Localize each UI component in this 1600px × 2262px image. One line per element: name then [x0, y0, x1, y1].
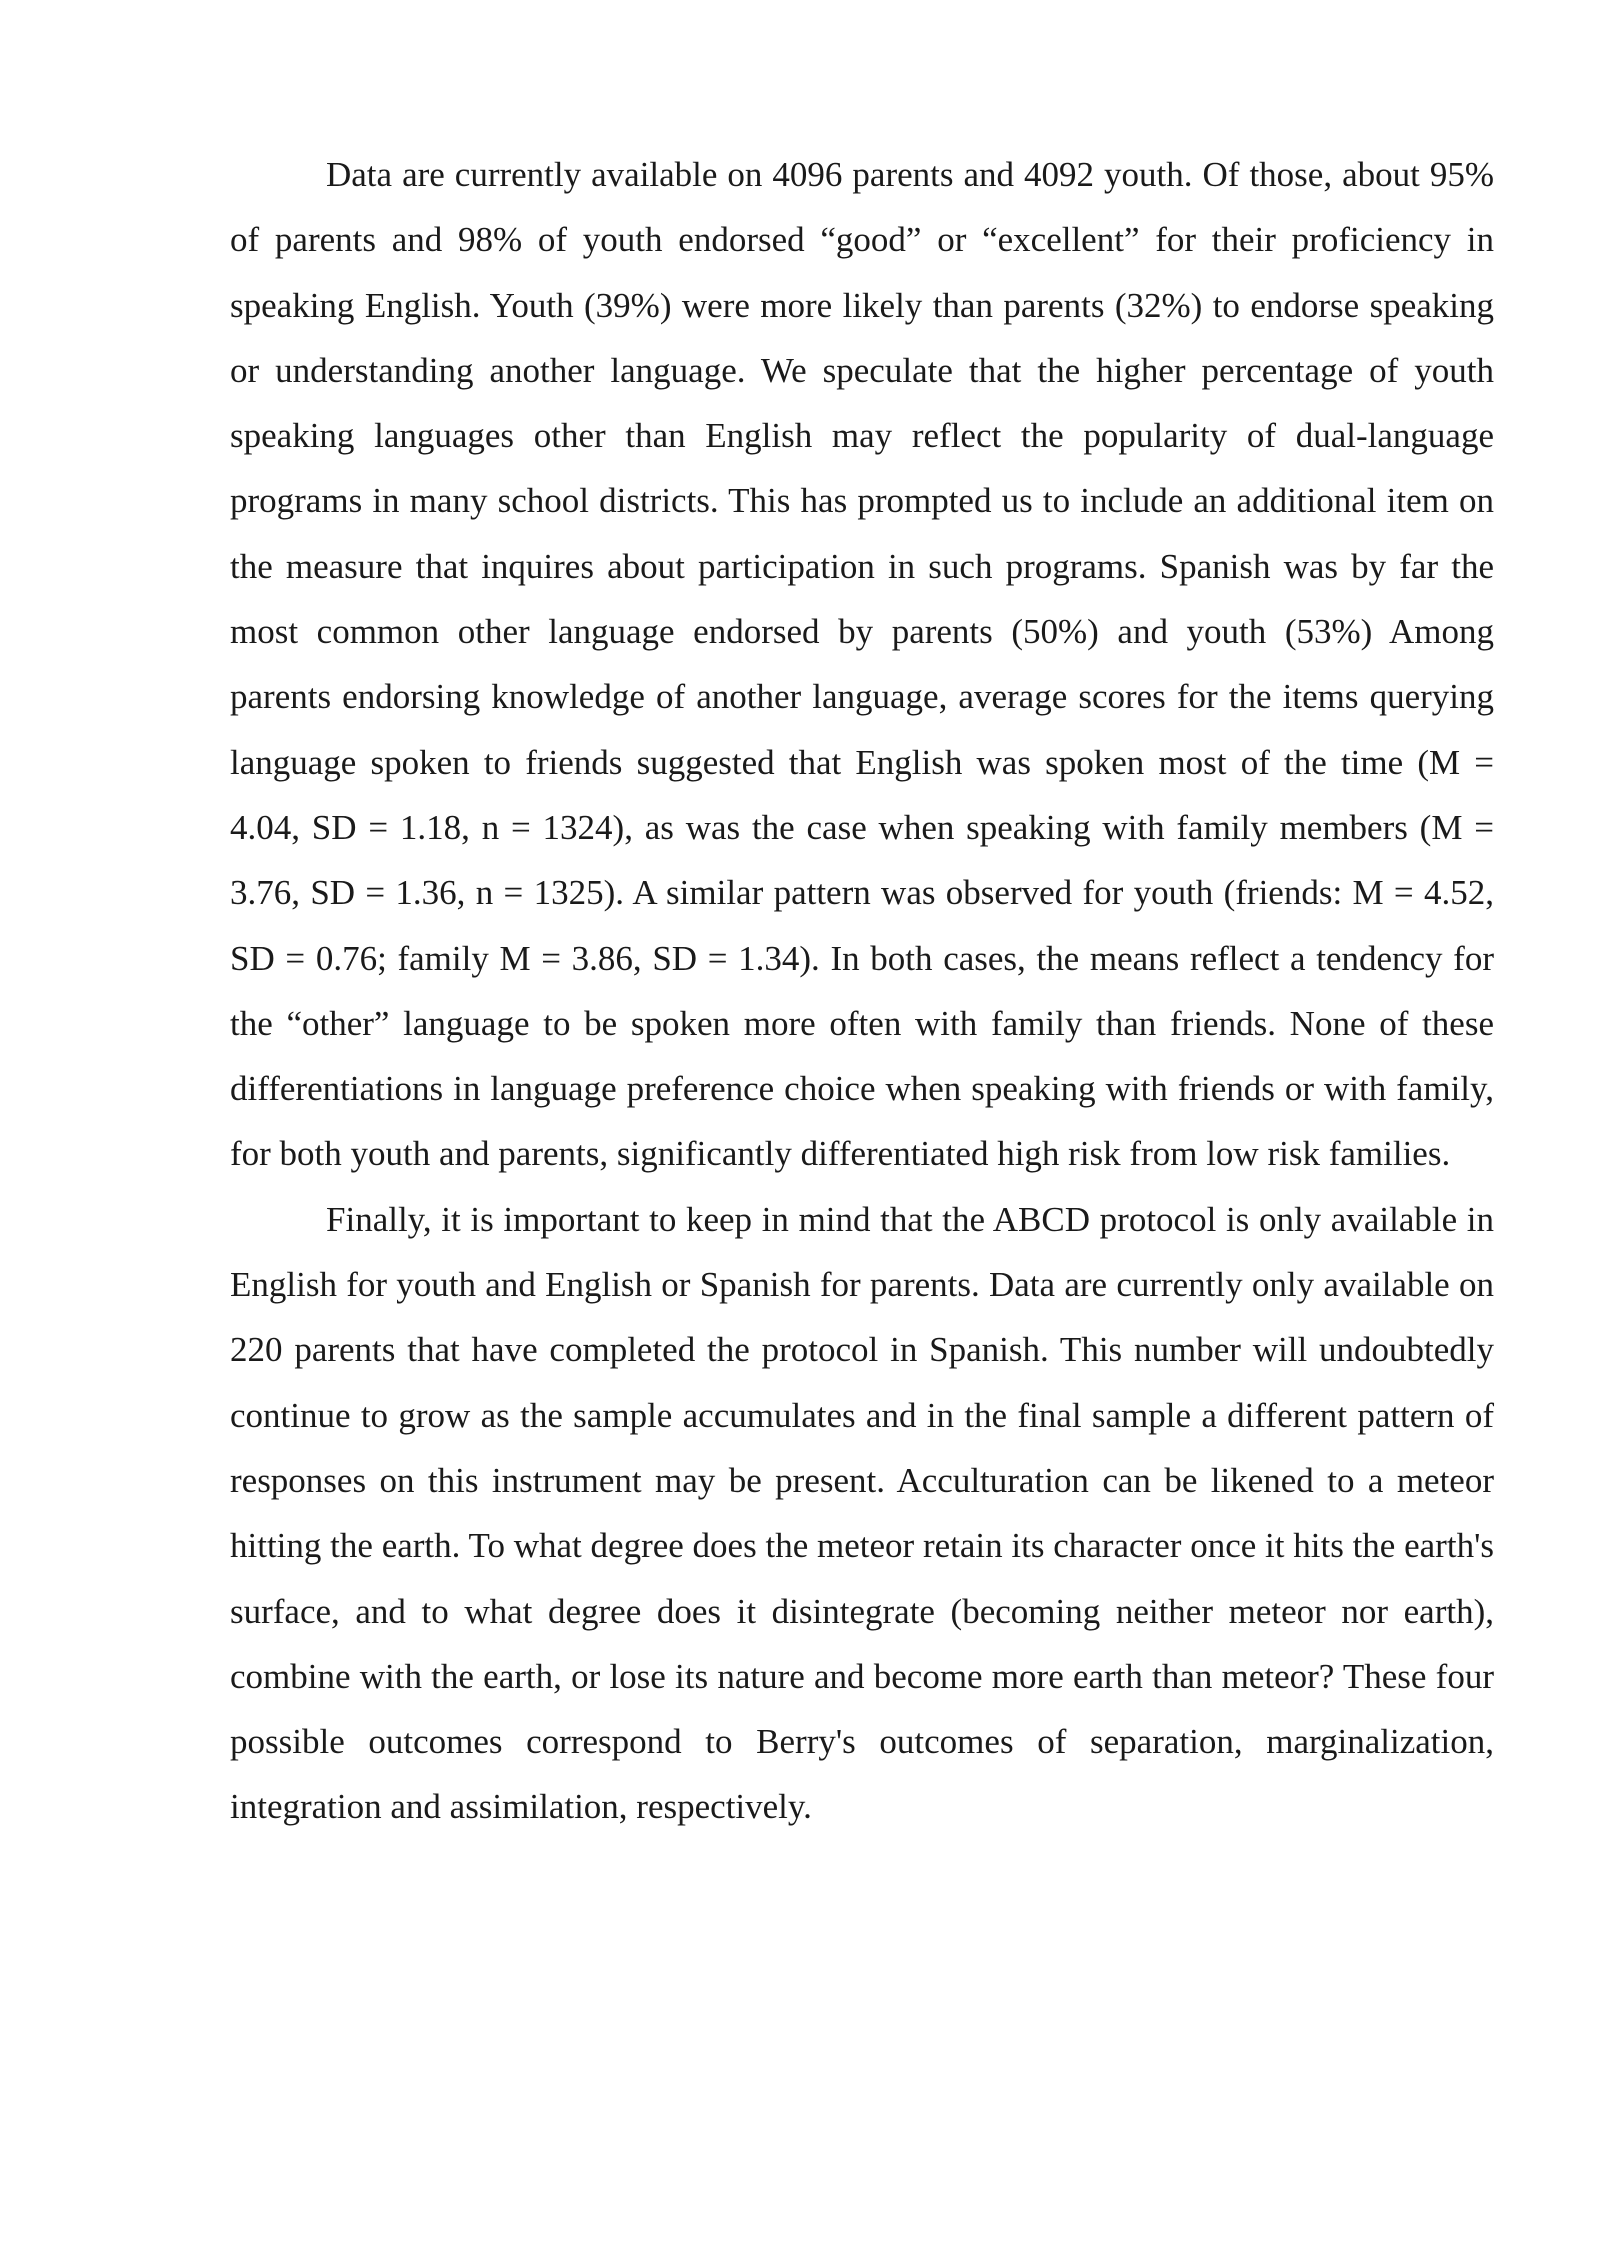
paragraph-protocol-acculturation: Finally, it is important to keep in mind that the ABCD protocol is only available in English for youth and English or Spanish for parents. Data are currently only available on 220 parents that have completed the protocol in Spanish. This number will undoubtedly continue to grow as the sample accumulates and in the final sample a different pattern of responses on this instrument may be present. Acculturation can be likened to a meteor hitting the earth. To what degree does the meteor retain its character once it hits the earth's surface, and to what degree does it disintegrate (becoming neither meteor nor earth), combine with the earth, or lose its nature and become more earth than meteor? These four possible outcomes correspond to Berry's outcomes of separation, marginalization, integration and assimilation, respectively.	[230, 1199, 1494, 1827]
paragraph-language-proficiency: Data are currently available on 4096 parents and 4092 youth. Of those, about 95% of parents and 98% of youth endorsed “good” or “excellent” for their proficiency in speaking English. Youth (39%) were more likely than parents (32%) to endorse speaking or understanding another language. We speculate that the higher percentage of youth speaking languages other than English may reflect the popularity of dual-language programs in many school districts. This has prompted us to include an additional item on the measure that inquires about participation in such programs. Spanish was by far the most common other language endorsed by parents (50%) and youth (53%) Among parents endorsing knowledge of another language, average scores for the items querying language spoken to friends suggested that English was spoken most of the time (M = 4.04, SD = 1.18, n = 1324), as was the case when speaking with family members (M = 3.76, SD = 1.36, n = 1325). A similar pattern was observed for youth (friends: M = 4.52, SD = 0.76; family M = 3.86, SD = 1.34). In both cases, the means reflect a tendency for the “other” language to be spoken more often with family than friends. None of these differentiations in language preference choice when speaking with friends or with family, for both youth and parents, significantly differentiated high risk from low risk families.	[230, 155, 1494, 1174]
body-text	[230, 142, 1494, 1840]
